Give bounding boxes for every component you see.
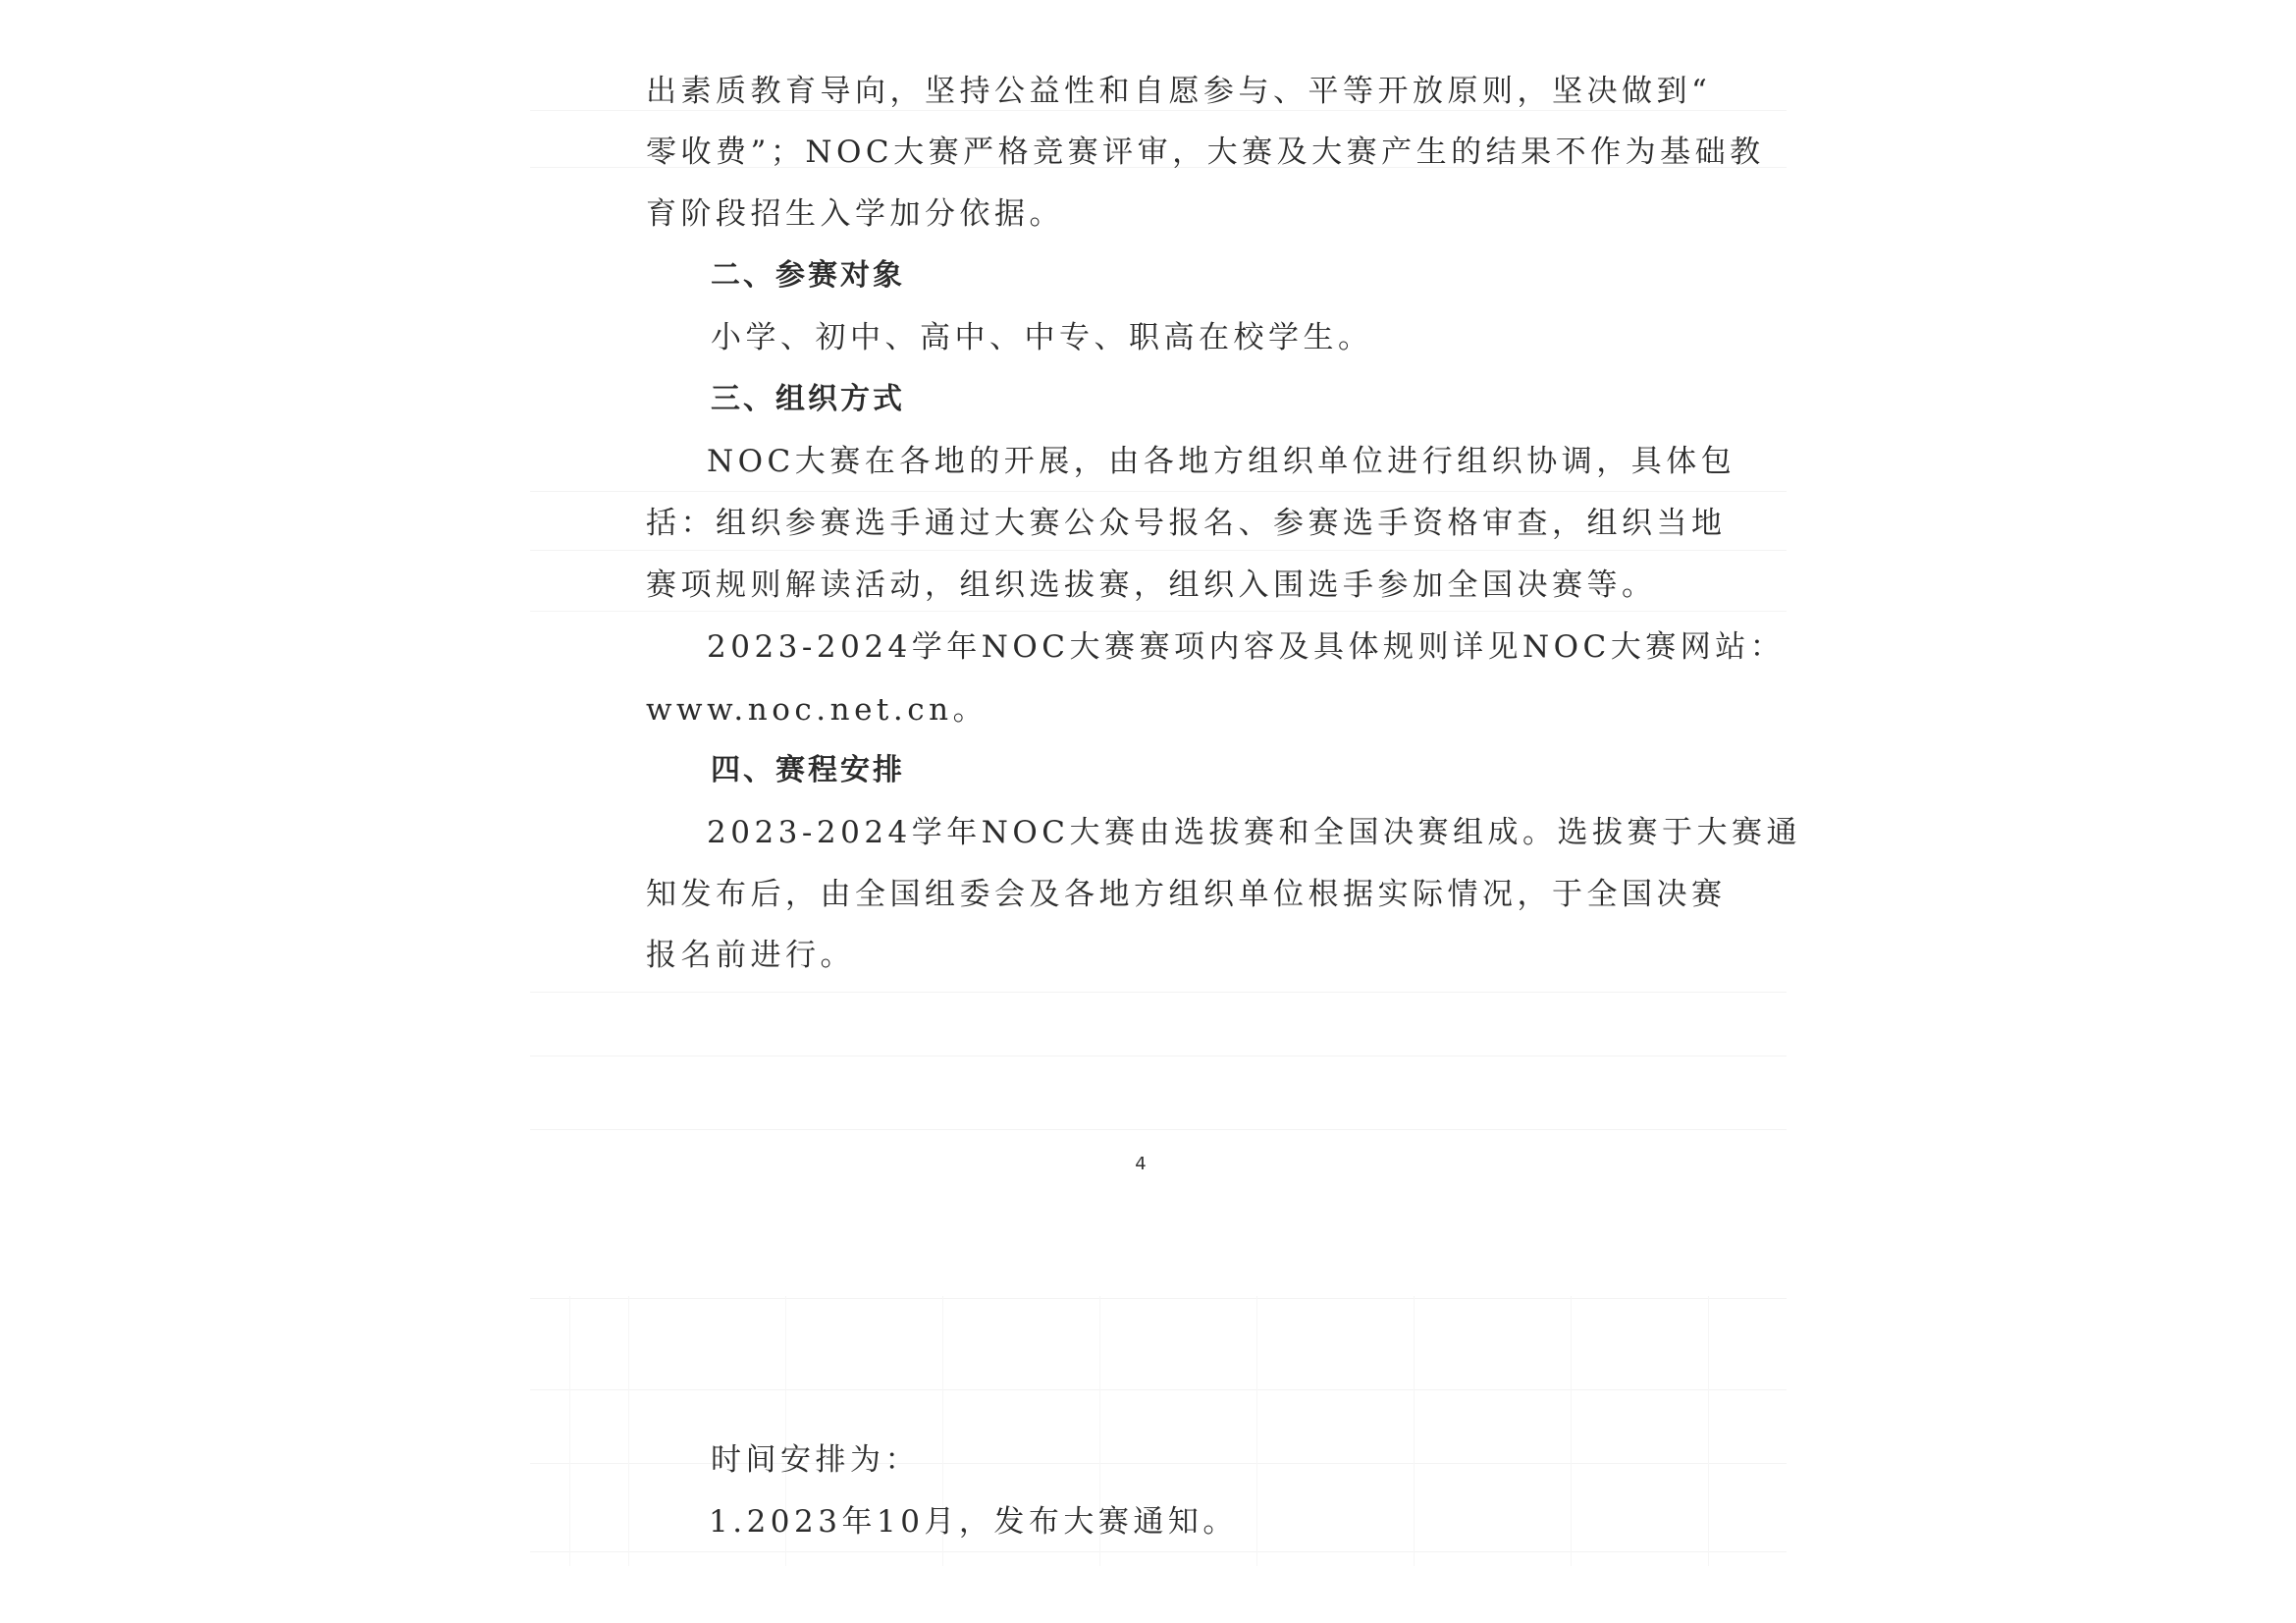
timeline-item: 1.2023年10月，发布大赛通知。 xyxy=(709,1504,1238,1540)
section-heading-participants: 二、参赛对象 xyxy=(711,258,905,293)
section-heading-schedule: 四、赛程安排 xyxy=(711,753,905,787)
scan-guide xyxy=(530,491,1787,492)
scan-guide xyxy=(530,1055,1787,1056)
paragraph-line: 时间安排为： xyxy=(711,1442,920,1478)
scan-guide xyxy=(530,1551,1787,1552)
paragraph-line: 小学、初中、高中、中专、职高在校学生。 xyxy=(711,320,1373,355)
scan-grid xyxy=(569,1296,570,1566)
scan-grid xyxy=(1414,1296,1415,1566)
scan-guide xyxy=(530,611,1787,612)
scan-guide xyxy=(530,1389,1787,1390)
paragraph-line: 出素质教育导向，坚持公益性和自愿参与、平等开放原则，坚决做到“ xyxy=(646,74,1712,109)
scan-guide xyxy=(530,1129,1787,1130)
scan-grid xyxy=(628,1296,629,1566)
paragraph-line: 2023-2024学年NOC大赛由选拔赛和全国决赛组成。选拔赛于大赛通 xyxy=(707,815,1802,850)
scan-guide xyxy=(530,550,1787,551)
scan-grid xyxy=(1571,1296,1572,1566)
section-heading-organization: 三、组织方式 xyxy=(711,382,905,416)
paragraph-line: 报名前进行。 xyxy=(646,938,855,973)
website-line: www.noc.net.cn。 xyxy=(646,692,988,728)
paragraph-line: 赛项规则解读活动，组织选拔赛，组织入围选手参加全国决赛等。 xyxy=(646,568,1657,603)
paragraph-line: NOC大赛在各地的开展，由各地方组织单位进行组织协调，具体包 xyxy=(707,444,1736,479)
scan-grid xyxy=(1708,1296,1709,1566)
paragraph-line: 2023-2024学年NOC大赛赛项内容及具体规则详见NOC大赛网站： xyxy=(707,629,1786,665)
scan-grid xyxy=(1256,1296,1257,1566)
paragraph-line: 知发布后，由全国组委会及各地方组织单位根据实际情况，于全国决赛 xyxy=(646,877,1727,912)
paragraph-line: 括：组织参赛选手通过大赛公众号报名、参赛选手资格审查，组织当地 xyxy=(646,506,1727,541)
page-number: 4 xyxy=(1135,1154,1147,1174)
paragraph-line: 育阶段招生入学加分依据。 xyxy=(646,196,1064,232)
scan-guide xyxy=(530,992,1787,993)
paragraph-line: 零收费”；NOC大赛严格竞赛评审，大赛及大赛产生的结果不作为基础教 xyxy=(646,135,1765,170)
scan-guide xyxy=(530,1298,1787,1299)
